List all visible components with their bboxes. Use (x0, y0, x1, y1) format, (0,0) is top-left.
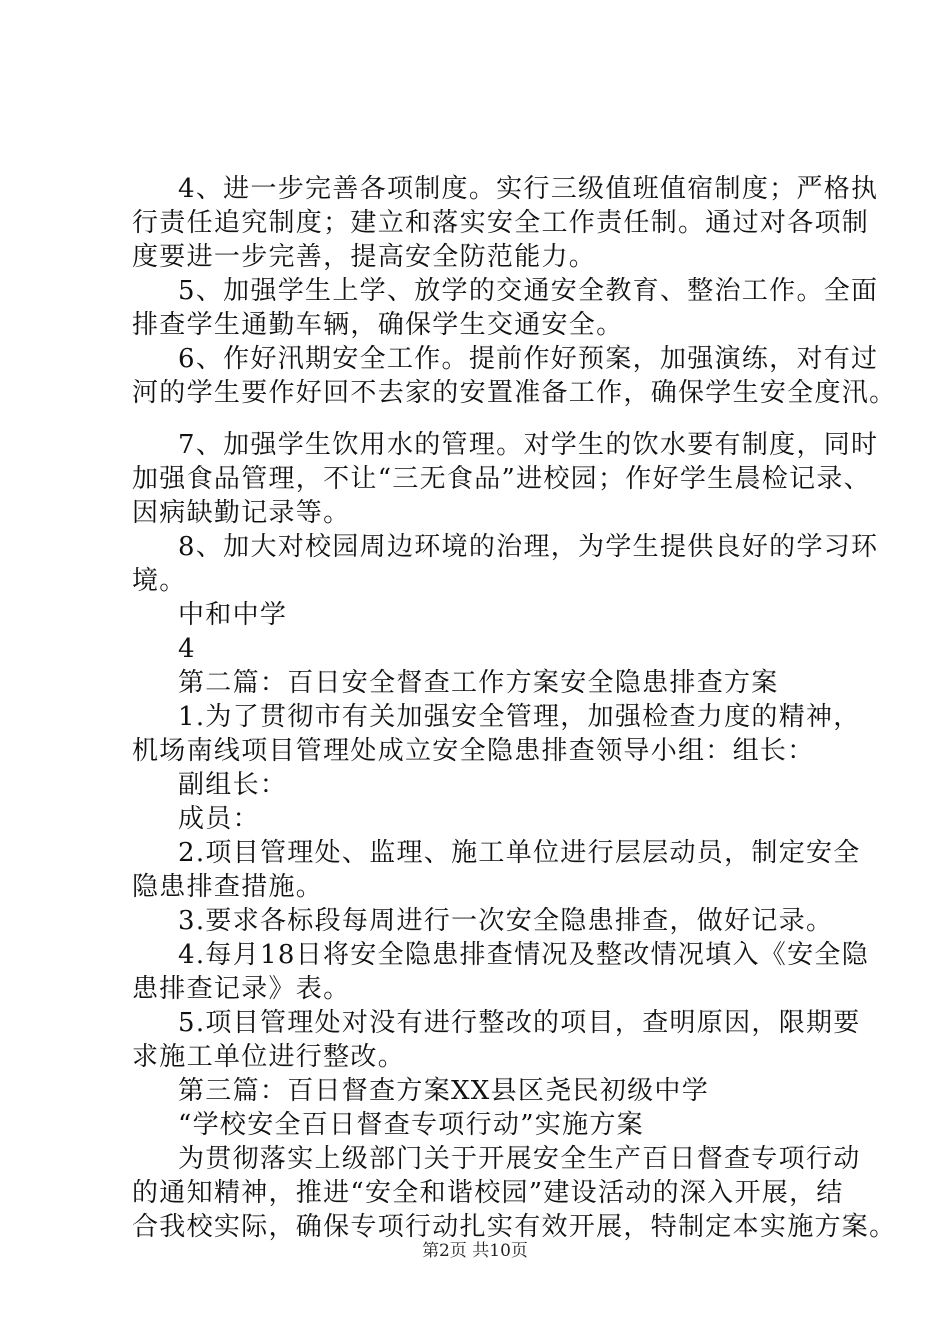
paragraph-line: 为贯彻落实上级部门关于开展安全生产百日督查专项行动 (178, 1144, 861, 1174)
page-number-label: 第2页 共10页 (422, 1241, 528, 1261)
paragraph-line: 的通知精神，推进“安全和谐校园”建设活动的深入开展，结 (132, 1178, 844, 1208)
paragraph-line: 行责任追究制度；建立和落实安全工作责任制。通过对各项制 (132, 208, 870, 238)
paragraph-line: 4.每月18日将安全隐患排查情况及整改情况填入《安全隐 (178, 940, 869, 970)
paragraph-line: 副组长： (178, 770, 288, 800)
paragraph-line: 4、进一步完善各项制度。实行三级值班值宿制度；严格执 (178, 174, 879, 204)
school-name: 中和中学 (178, 600, 288, 630)
paragraph-line: 境。 (132, 566, 187, 596)
section-subheading: “学校安全百日督查专项行动”实施方案 (178, 1110, 644, 1140)
paragraph-line: 成员： (178, 804, 260, 834)
paragraph-line: 5.项目管理处对没有进行整改的项目，查明原因，限期要 (178, 1008, 861, 1038)
paragraph-line: 7、加强学生饮用水的管理。对学生的饮水要有制度，同时 (178, 430, 879, 460)
paragraph-line: 求施工单位进行整改。 (132, 1042, 406, 1072)
paragraph-line: 1.为了贯彻市有关加强安全管理，加强检查力度的精神， (178, 702, 861, 732)
paragraph-line: 隐患排查措施。 (132, 872, 324, 902)
paragraph-line: 3.要求各标段每周进行一次安全隐患排查，做好记录。 (178, 906, 834, 936)
paragraph-gap (132, 410, 852, 428)
paragraph-line: 5、加强学生上学、放学的交通安全教育、整治工作。全面 (178, 276, 879, 306)
paragraph-line: 机场南线项目管理处成立安全隐患排查领导小组：组长： (132, 736, 815, 766)
paragraph-line: 排查学生通勤车辆，确保学生交通安全。 (132, 310, 624, 340)
paragraph-line: 加强食品管理，不让“三无食品”进校园；作好学生晨检记录、 (132, 464, 871, 494)
document-body (132, 172, 897, 1244)
paragraph-line: 6、作好汛期安全工作。提前作好预案，加强演练，对有过 (178, 344, 879, 374)
paragraph-line: 2.项目管理处、监理、施工单位进行层层动员，制定安全 (178, 838, 861, 868)
paragraph-line: 度要进一步完善，提高安全防范能力。 (132, 242, 597, 272)
paragraph-line: 患排查记录》表。 (132, 974, 351, 1004)
paragraph-line: 因病缺勤记录等。 (132, 498, 351, 528)
section-heading: 第三篇：百日督查方案XX县区尧民初级中学 (178, 1076, 710, 1106)
paragraph-line: 8、加大对校园周边环境的治理，为学生提供良好的学习环 (178, 532, 879, 562)
paragraph-line: 合我校实际，确保专项行动扎实有效开展，特制定本实施方案。 (132, 1212, 897, 1242)
paragraph-line: 河的学生要作好回不去家的安置准备工作，确保学生安全度汛。 (132, 378, 897, 408)
page-footer (0, 1240, 950, 1262)
section-number: 4 (178, 634, 196, 664)
section-heading: 第二篇：百日安全督查工作方案安全隐患排查方案 (178, 668, 779, 698)
